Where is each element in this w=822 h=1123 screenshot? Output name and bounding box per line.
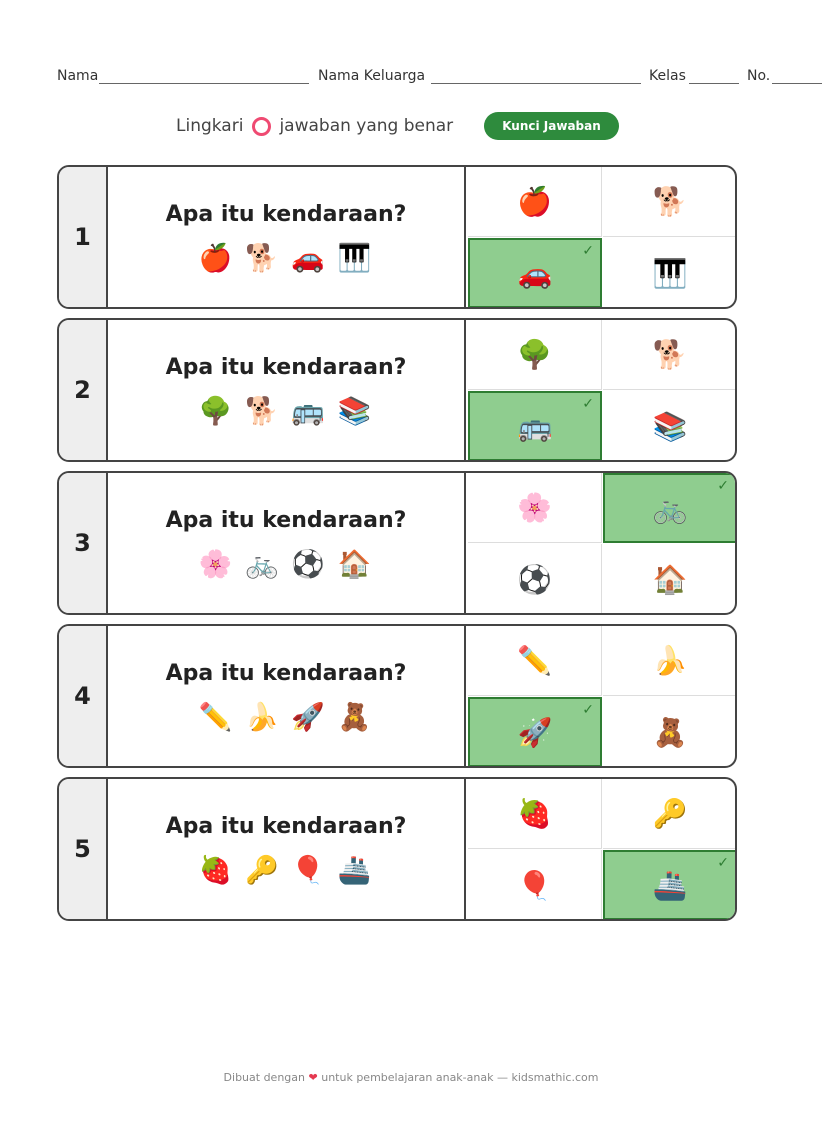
answer-option[interactable] xyxy=(468,779,602,849)
answer-grid xyxy=(468,779,737,919)
question-box xyxy=(108,167,466,307)
option-picture: 🚲 xyxy=(652,491,688,525)
heart-icon: ❤ xyxy=(308,1071,318,1084)
answer-option[interactable] xyxy=(603,779,737,849)
answer-option[interactable] xyxy=(468,167,602,237)
answer-option[interactable] xyxy=(468,320,602,390)
answer-option[interactable] xyxy=(468,850,602,920)
option-picture: 🏠 xyxy=(652,562,688,596)
option-picture: 🍌 xyxy=(652,644,688,677)
question-text: Apa itu kendaraan? xyxy=(165,508,407,533)
answer-option[interactable] xyxy=(468,238,602,308)
check-icon: ✓ xyxy=(582,396,594,412)
option-picture: 🎈 xyxy=(517,868,552,902)
answer-option[interactable] xyxy=(603,320,737,390)
question-card xyxy=(57,777,737,921)
answer-option[interactable] xyxy=(603,626,737,696)
option-picture: ⚽ xyxy=(517,562,552,596)
number-label: No. xyxy=(747,68,771,84)
answer-option[interactable] xyxy=(468,626,602,696)
answer-grid xyxy=(468,167,737,307)
question-icons: ✏️ 🍌 🚀 🧸 xyxy=(198,702,374,733)
family-name-field[interactable] xyxy=(431,83,641,84)
option-picture: 🔑 xyxy=(652,797,688,830)
answer-option[interactable] xyxy=(603,473,737,543)
answer-option[interactable] xyxy=(468,473,602,543)
option-picture: 🚢 xyxy=(652,868,688,902)
option-picture: 🍓 xyxy=(517,797,552,830)
student-info-row xyxy=(57,68,822,90)
answer-option[interactable] xyxy=(603,544,737,614)
question-card xyxy=(57,624,737,768)
question-box xyxy=(108,626,466,766)
option-picture: ✏️ xyxy=(517,644,552,677)
answer-option[interactable] xyxy=(603,238,737,308)
footer-text-before: Dibuat dengan xyxy=(223,1071,305,1084)
answer-option[interactable] xyxy=(603,391,737,461)
option-picture: 📚 xyxy=(652,409,688,443)
option-picture: 🎹 xyxy=(652,256,688,290)
answer-option[interactable] xyxy=(468,697,602,767)
option-picture: 🌳 xyxy=(517,338,552,371)
question-number: 1 xyxy=(59,167,108,307)
circle-icon xyxy=(252,117,271,136)
answer-option[interactable] xyxy=(603,850,737,920)
option-picture: 🌸 xyxy=(517,491,552,524)
question-number: 3 xyxy=(59,473,108,613)
answer-option[interactable] xyxy=(603,697,737,767)
instruction-text-after: jawaban yang benar xyxy=(279,116,454,136)
option-picture: 🐕 xyxy=(652,338,688,371)
question-card xyxy=(57,318,737,462)
answer-option[interactable] xyxy=(468,391,602,461)
class-label: Kelas xyxy=(649,68,686,84)
question-icons: 🌸 🚲 ⚽ 🏠 xyxy=(198,549,374,580)
question-icons: 🌳 🐕 🚌 📚 xyxy=(198,396,374,427)
option-picture: 🧸 xyxy=(652,715,688,749)
answer-grid xyxy=(468,626,737,766)
number-field[interactable] xyxy=(772,83,822,84)
class-field[interactable] xyxy=(689,83,739,84)
name-field[interactable] xyxy=(99,83,309,84)
question-card xyxy=(57,471,737,615)
question-icons: 🍎 🐕 🚗 🎹 xyxy=(198,243,374,274)
question-box xyxy=(108,320,466,460)
answer-grid xyxy=(468,473,737,613)
footer xyxy=(0,1071,822,1084)
option-picture: 🍎 xyxy=(517,185,552,218)
answer-grid xyxy=(468,320,737,460)
check-icon: ✓ xyxy=(717,855,729,871)
answer-option[interactable] xyxy=(603,167,737,237)
option-picture: 🚗 xyxy=(517,256,553,290)
answer-key-badge: Kunci Jawaban xyxy=(484,112,619,140)
question-text: Apa itu kendaraan? xyxy=(165,814,407,839)
question-text: Apa itu kendaraan? xyxy=(165,355,407,380)
option-picture: 🚌 xyxy=(517,409,553,443)
instruction-text-before: Lingkari xyxy=(176,116,244,136)
family-name-label: Nama Keluarga xyxy=(318,68,426,84)
check-icon: ✓ xyxy=(582,702,594,718)
question-icons: 🍓 🔑 🎈 🚢 xyxy=(198,855,374,886)
option-picture: 🚀 xyxy=(517,715,553,749)
check-icon: ✓ xyxy=(717,478,729,494)
question-card xyxy=(57,165,737,309)
option-picture: 🐕 xyxy=(652,185,688,218)
question-box xyxy=(108,473,466,613)
name-label: Nama xyxy=(57,68,99,84)
question-text: Apa itu kendaraan? xyxy=(165,661,407,686)
question-box xyxy=(108,779,466,919)
answer-option[interactable] xyxy=(468,544,602,614)
question-text: Apa itu kendaraan? xyxy=(165,202,407,227)
instruction xyxy=(176,112,453,140)
question-number: 4 xyxy=(59,626,108,766)
question-number: 2 xyxy=(59,320,108,460)
footer-text-after: untuk pembelajaran anak-anak — kidsmathic.com xyxy=(321,1071,599,1084)
check-icon: ✓ xyxy=(582,243,594,259)
question-number: 5 xyxy=(59,779,108,919)
